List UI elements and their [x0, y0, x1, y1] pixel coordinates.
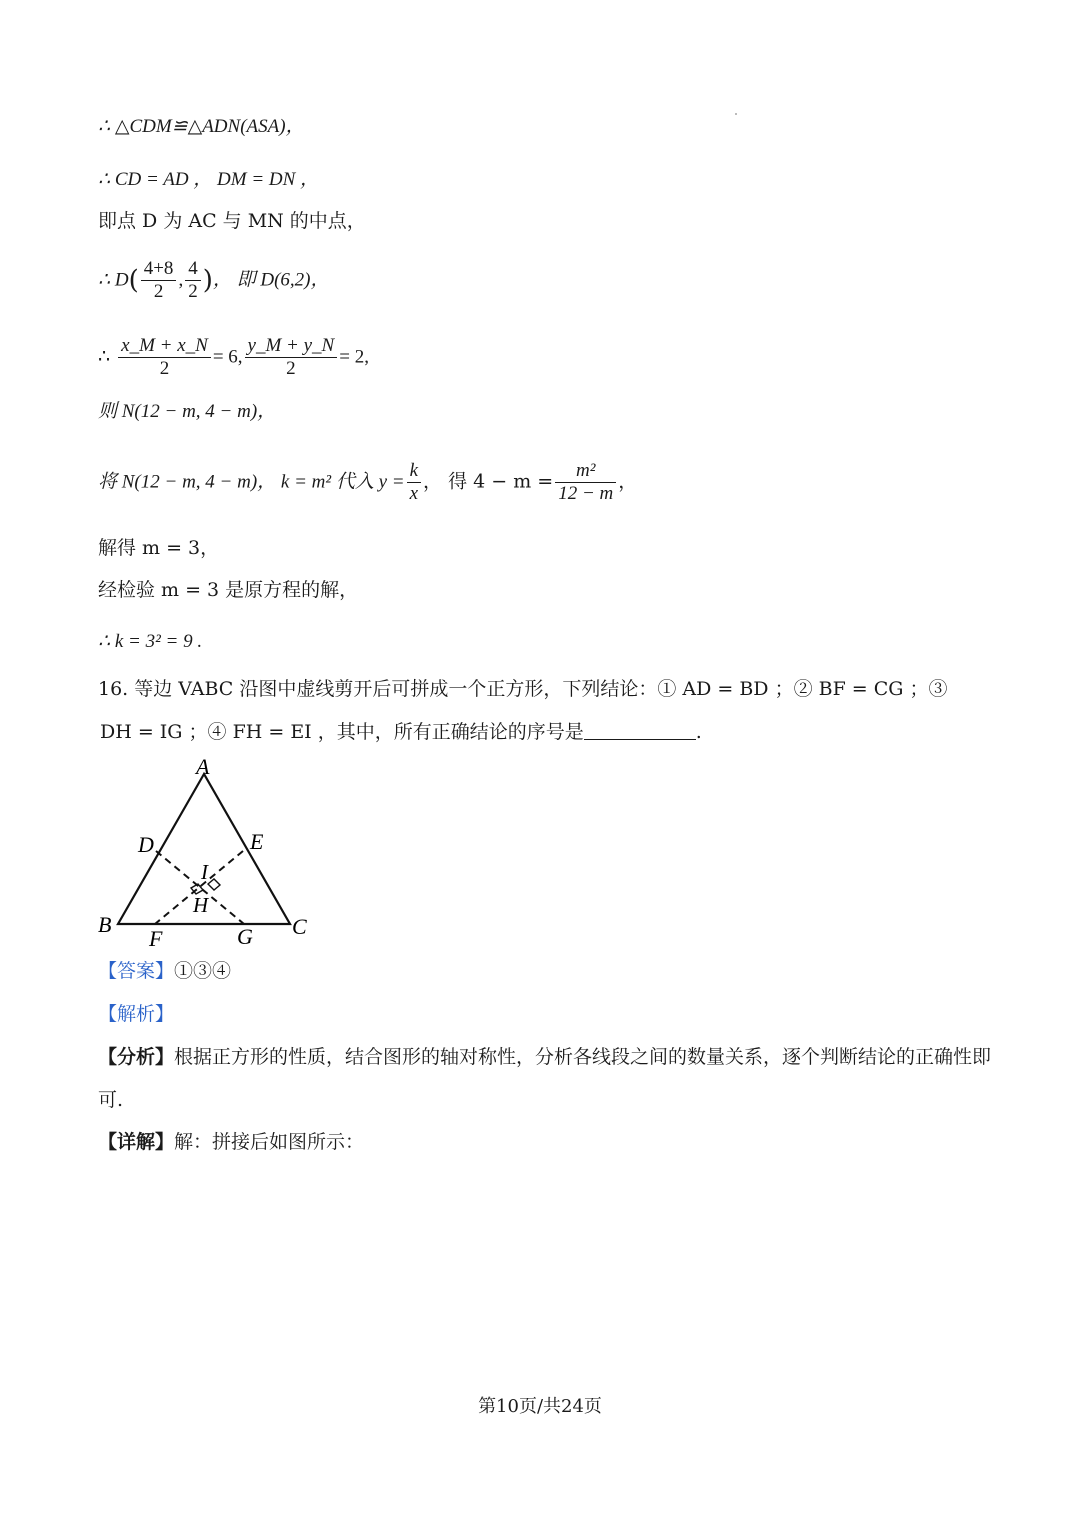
proof-line-substitution: [98, 460, 637, 505]
label-a: A: [196, 754, 210, 779]
fenxi-text-1: 根据正方形的性质，结合图形的轴对称性，分析各线段之间的数量关系，逐个判断结论的正确性即: [174, 1046, 992, 1068]
question-16-line-1: [98, 678, 948, 701]
proof-line-n-coordinates: [98, 400, 276, 424]
xiangjie-line: [98, 1131, 364, 1154]
fraction-y-sum: $\frac{y\_M + y\_N}{2}$: [245, 335, 338, 380]
substitution-prefix: 将 N(12 − m, 4 − m)， k = m² 代入 y =: [98, 471, 405, 493]
label-g: G: [237, 924, 253, 949]
fraction-m-squared: $\frac{\text{m²}}{12 - m}$: [555, 460, 616, 505]
proof-line-congruence: [98, 115, 305, 139]
proof-line-equal-segments: [98, 168, 319, 192]
answer-line: [98, 960, 231, 983]
proof-line-verify: [98, 579, 358, 602]
verify-text: 经检验 m = 3 是原方程的解，: [98, 579, 359, 601]
fraction-x: $\frac{4+8}{2}$: [141, 258, 177, 303]
fraction-k-over-x: $\frac{k}{x}$: [407, 460, 421, 505]
label-h: H: [193, 893, 209, 917]
fenxi-line-1: [98, 1046, 991, 1069]
right-angle-i: [208, 879, 220, 890]
n-coordinates-text: 则 N(12 − m, 4 − m)，: [98, 401, 277, 422]
x-sum-result: = 6,: [212, 346, 243, 368]
proof-line-k-value: [98, 630, 202, 654]
triangle-figure: [92, 752, 332, 957]
substitution-middle: ， 得 4 − m =: [423, 470, 554, 493]
label-c: C: [292, 914, 307, 939]
label-e: E: [250, 829, 264, 854]
therefore-symbol: ∴: [98, 345, 111, 368]
fenxi-text-2: 可.: [98, 1089, 124, 1111]
scan-dot: [735, 113, 737, 115]
fraction-y: $\frac{4}{2}$: [185, 258, 201, 303]
equal-segments-text: ∴ CD = AD ， DM = DN ，: [98, 169, 320, 190]
proof-line-d-coordinates: ∴ D( $\frac{4+8}{2}$ , $\frac{4}{2}$ )， 即 D(6,2)，: [98, 258, 330, 302]
proof-line-midpoint-formula: [98, 335, 369, 380]
answer-label: 【答案】: [98, 960, 175, 982]
d-result: ， 即 D(6,2)，: [212, 269, 330, 291]
analysis-line: [98, 1003, 174, 1026]
proof-line-midpoint: [98, 210, 366, 233]
solve-text: 解得 m = 3，: [98, 537, 220, 559]
label-b: B: [98, 912, 112, 937]
question-text-1: 16. 等边 VABC 沿图中虚线剪开后可拼成一个正方形，下列结论：① AD = BD ；② BF = CG ；③: [98, 678, 948, 700]
question-text-2: DH = IG ；④ FH = EI ，其中，所有正确结论的序号是: [100, 721, 584, 743]
question-16-line-2: [100, 721, 702, 744]
analysis-label: 【解析】: [98, 1003, 175, 1025]
substitution-comma: ，: [618, 470, 638, 493]
proof-line-solve: [98, 537, 219, 560]
xiangjie-label: 【详解】: [98, 1131, 175, 1153]
fraction-x-sum: $\frac{x\_M + x\_N}{2}$: [118, 335, 211, 380]
fenxi-label: 【分析】: [98, 1046, 175, 1068]
label-d: D: [138, 832, 154, 857]
page-number: 第10页/共24页: [478, 1396, 602, 1417]
label-f: F: [149, 926, 163, 951]
k-value-text: ∴ k = 3² = 9 .: [98, 631, 203, 652]
midpoint-text: 即点 D 为 AC 与 MN 的中点，: [98, 210, 366, 232]
congruence-text: ∴ △CDM≌△ADN(ASA)，: [98, 116, 305, 137]
question-period: .: [695, 721, 702, 743]
fenxi-line-2: [98, 1089, 123, 1112]
answer-value: ①③④: [174, 960, 232, 982]
y-sum-result: = 2,: [339, 346, 369, 368]
label-i: I: [201, 860, 208, 884]
d-prefix: ∴ D: [98, 269, 129, 291]
answer-blank: [584, 721, 696, 740]
xiangjie-text: 解：拼接后如图所示：: [174, 1131, 365, 1153]
